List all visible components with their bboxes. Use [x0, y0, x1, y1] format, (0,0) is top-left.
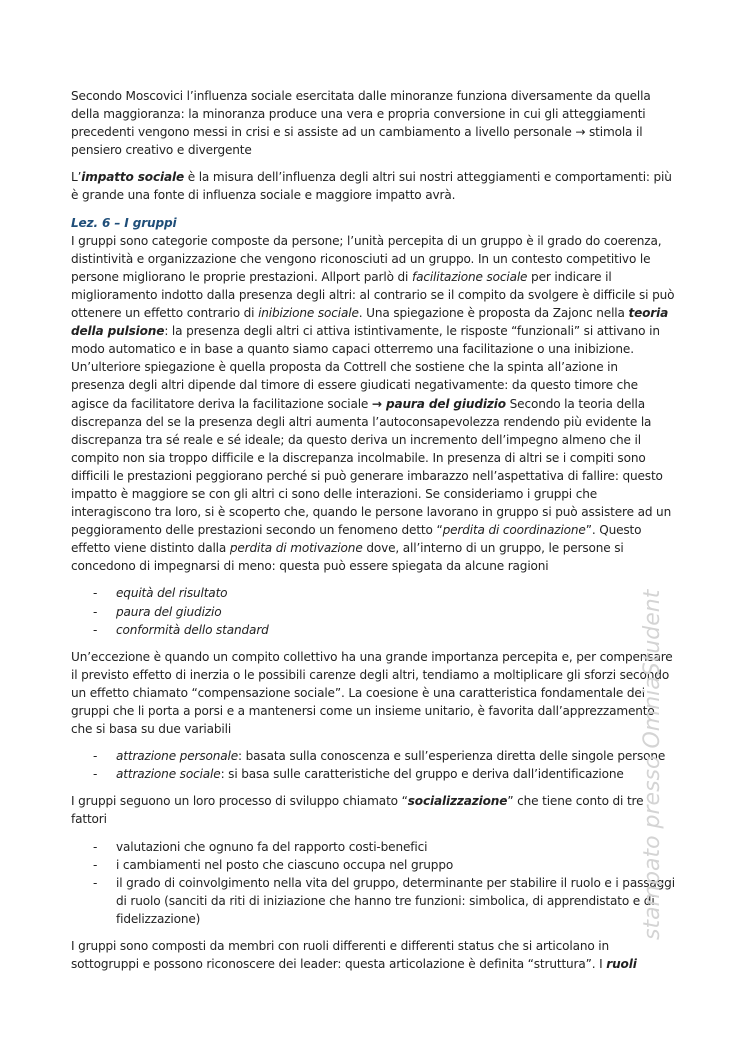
term-impatto-sociale: impatto sociale	[81, 170, 185, 185]
term-ruoli: ruoli	[606, 957, 637, 972]
list-fattori	[71, 838, 675, 928]
list-item: - conformità dello standard	[71, 621, 675, 639]
list-item: - il grado di coinvolgimento nella vita del gruppo, determinante per stabilire il ruolo e i passaggi di ruolo (sanciti da riti di iniziazione che hanno tre funzioni: simbolica, di apprendistato e di fidelizzazione)	[71, 874, 675, 928]
text: è la misura dell’influenza degli altri sui nostri atteggiamenti e comportamenti: più è grande una fonte di influenza sociale e maggiore impatto avrà.	[71, 170, 672, 203]
text: I gruppi sono composti da membri con ruoli differenti e differenti status che si articolano in sottogruppi e possono riconoscere dei leader: questa articolazione è definita “struttura”. I	[71, 939, 610, 972]
list-item	[71, 765, 675, 783]
text: per indicare il miglioramento indotto dalla presenza degli altri: al contrario se il compito da svolgere è difficile si può ottenere un effetto contrario di	[71, 269, 675, 321]
term-paura-giudizio: paura del giudizio	[381, 396, 506, 411]
text: I gruppi seguono un loro processo di sviluppo chiamato “	[71, 794, 408, 809]
list-ragioni	[71, 584, 675, 638]
text: : basata sulla conoscenza e sull’esperienza diretta delle singole persone	[238, 749, 666, 764]
paragraph-impatto-sociale	[71, 168, 675, 204]
text: . Una spiegazione è proposta da Zajonc nella	[358, 306, 629, 321]
paragraph-socializzazione	[71, 792, 675, 828]
text: I gruppi sono categorie composte da persone; l’unità percepita di un gruppo è il grado do coerenza, distintività e organizzazione che vengono riconosciuti ad un gruppo. In un contesto competitivo le persone migliorano le proprie prestazioni. Allport parlò di	[71, 233, 662, 284]
term-attrazione-sociale: attrazione sociale	[116, 767, 221, 782]
paragraph-struttura	[71, 937, 675, 973]
list-item: - paura del giudizio	[71, 603, 675, 621]
text: L’	[71, 170, 82, 185]
watermark: stampato presso OmniaStudent	[640, 589, 665, 940]
text: ”. Questo effetto viene distinto dalla	[71, 523, 642, 556]
paragraph-gruppi	[71, 232, 675, 576]
list-attrazione	[71, 747, 675, 783]
arrow-icon: →	[371, 396, 382, 411]
term-attrazione-personale: attrazione personale	[116, 749, 239, 764]
list-item: - equità del risultato	[71, 584, 675, 602]
text: : si basa sulle caratteristiche del gruppo e deriva dall’identificazione	[220, 767, 624, 782]
paragraph-moscovici: Secondo Moscovici l’influenza sociale esercitata dalle minoranze funziona diversamente da quella della maggioranza: la minoranza produce una vera e propria conversione in cui gli atteggiamenti precedenti vengono messi in crisi e si assiste ad un cambiamento a livello personale → stimola il pensiero creativo e divergente	[71, 89, 651, 158]
text: ” che tiene conto di tre fattori	[71, 794, 644, 827]
text: dove, all’interno di un gruppo, le persone si concedono di impegnarsi di meno: questa può essere spiegata da alcune ragioni	[71, 541, 624, 574]
list-item: - i cambiamenti nel posto che ciascuno occupa nel gruppo	[71, 856, 675, 874]
list-item: - valutazioni che ognuno fa del rapporto costi-benefici	[71, 838, 675, 856]
list-item	[71, 747, 675, 765]
term-inibizione-sociale: inibizione sociale	[258, 306, 359, 321]
paragraph-eccezione: Un’eccezione è quando un compito collettivo ha una grande importanza percepita e, per compensare il previsto effetto di inerzia o le possibili carenze degli altri, tendiamo a moltiplicare gli sforzi secondo un effetto chiamato “compensazione sociale”. La coesione è una caratteristica fondamentale dei gruppi che li porta a porsi e a mantenersi come un insieme unitario, è favorita dall’apprezzamento che si basa su due variabili	[71, 649, 673, 737]
term-socializzazione: socializzazione	[407, 794, 508, 809]
term-facilitazione-sociale: facilitazione sociale	[411, 269, 528, 284]
text: : la presenza degli altri ci attiva istintivamente, le risposte “funzionali” si attivano in modo automatico e in base a quanto siamo capaci otterremo una facilitazione o una inibizione. Un’ulteriore spiegazione è quella proposta da Cottrell che sostiene che la spinta all’azione in presenza degli altri dipende dal timore di essere giudicati negativamente: da questo timore che agisce da facilitatore deriva la facilitazione sociale	[71, 324, 660, 411]
document-page	[71, 87, 675, 973]
text: Secondo la teoria della discrepanza del se la presenza degli altri aumenta l’autoconsapevolezza rendendo più evidente la discrepanza tra sé reale e sé ideale; da questo deriva un incremento dell’impegno almeno che il compito non sia troppo difficile e la discrepanza incolmabile. In presenza di altri se i compiti sono difficili le prestazioni peggiorano perché si può generare imbarazzo nell’aspettativa di fallire: questo impatto è maggiore se con gli altri ci sono delle interazioni. Se consideriamo i gruppi che interagiscono tra loro, si è scoperto che, quando le persone lavorano in gruppo si può assistere ad un peggioramento delle prestazioni secondo un fenomeno detto “	[71, 396, 672, 538]
term-perdita-motivazione: perdita di motivazione	[229, 541, 363, 556]
term-perdita-coordinazione: perdita di coordinazione	[442, 523, 586, 538]
section-heading: Lez. 6 – I gruppi	[71, 215, 177, 230]
term-teoria-pulsione: teoria della pulsione	[71, 306, 669, 339]
